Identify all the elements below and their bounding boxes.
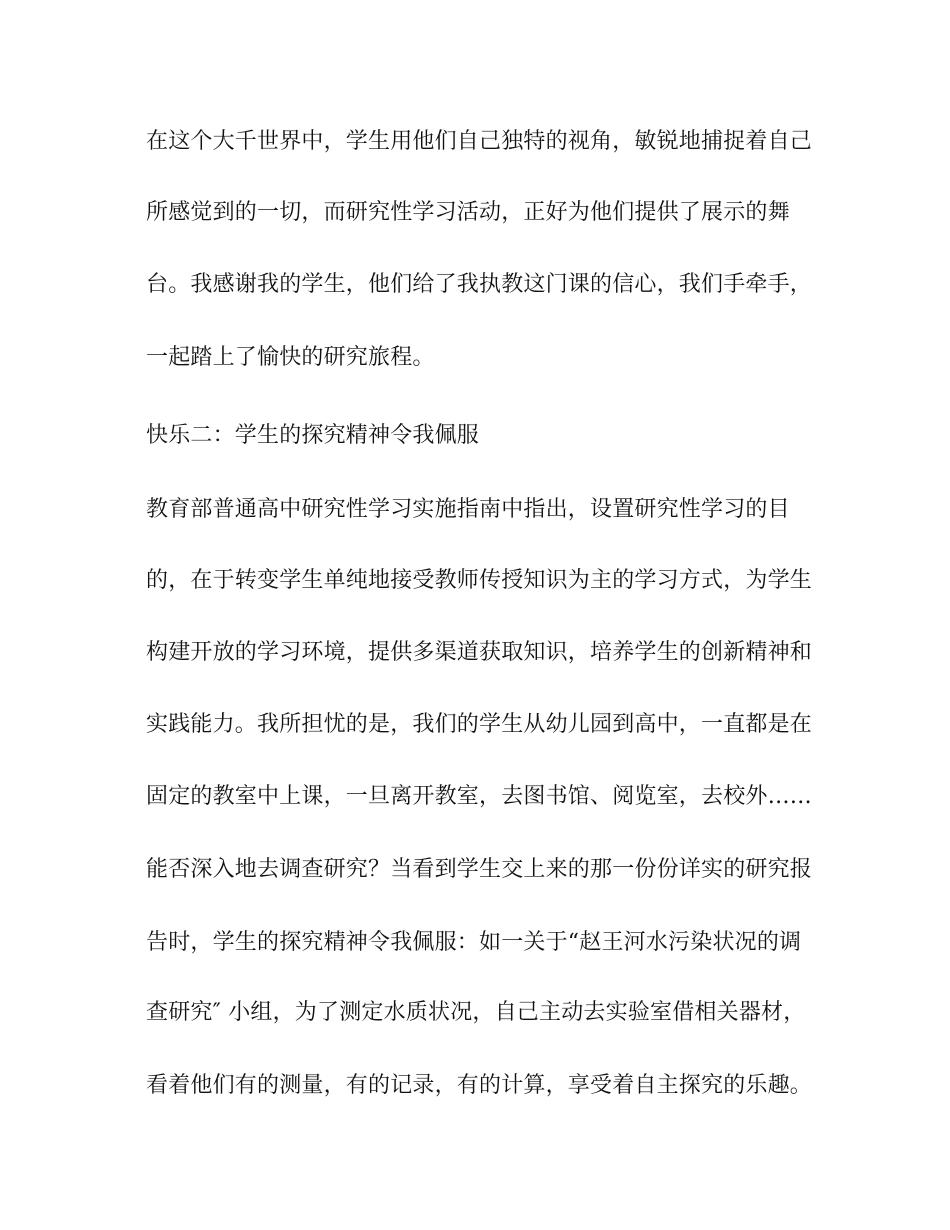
paragraph-line-9: 实践能力。我所担忧的是，我们的学生从幼儿园到高中，一直都是在 — [146, 712, 813, 737]
paragraph-line-2: 所感觉到的一切，而研究性学习活动，正好为他们提供了展示的舞 — [146, 200, 790, 225]
paragraph-line-13: 查研究″ 小组，为了测定水质状况，自己主动去实验室借相关器材， — [146, 1000, 806, 1025]
paragraph-line-6: 教育部普通高中研究性学习实施指南中指出，设置研究性学习的目 — [146, 497, 790, 522]
paragraph-line-8: 构建开放的学习环境，提供多渠道获取知识，培养学生的创新精神和 — [146, 640, 813, 665]
paragraph-line-14: 看着他们有的测量，有的记录，有的计算，享受着自主探究的乐趣。 — [146, 1073, 813, 1098]
paragraph-line-12: 告时，学生的探究精神令我佩服：如一关于“赵王河水污染状况的调 — [146, 930, 802, 955]
paragraph-line-1: 在这个大千世界中，学生用他们自己独特的视角，敏锐地捕捉着自己 — [146, 129, 813, 154]
paragraph-line-7: 的，在于转变学生单纯地接受教师传授知识为主的学习方式，为学生 — [146, 568, 813, 593]
paragraph-line-3: 台。我感谢我的学生，他们给了我执教这门课的信心，我们手牵手， — [146, 272, 813, 297]
section-heading: 快乐二：学生的探究精神令我佩服 — [146, 423, 480, 448]
paragraph-line-11: 能否深入地去调查研究？当看到学生交上来的那一份份详实的研究报 — [146, 857, 813, 882]
paragraph-line-4: 一起踏上了愉快的研究旅程。 — [146, 345, 435, 370]
paragraph-line-10: 固定的教室中上课，一旦离开教室，去图书馆、阅览室，去校外…… — [146, 784, 813, 809]
